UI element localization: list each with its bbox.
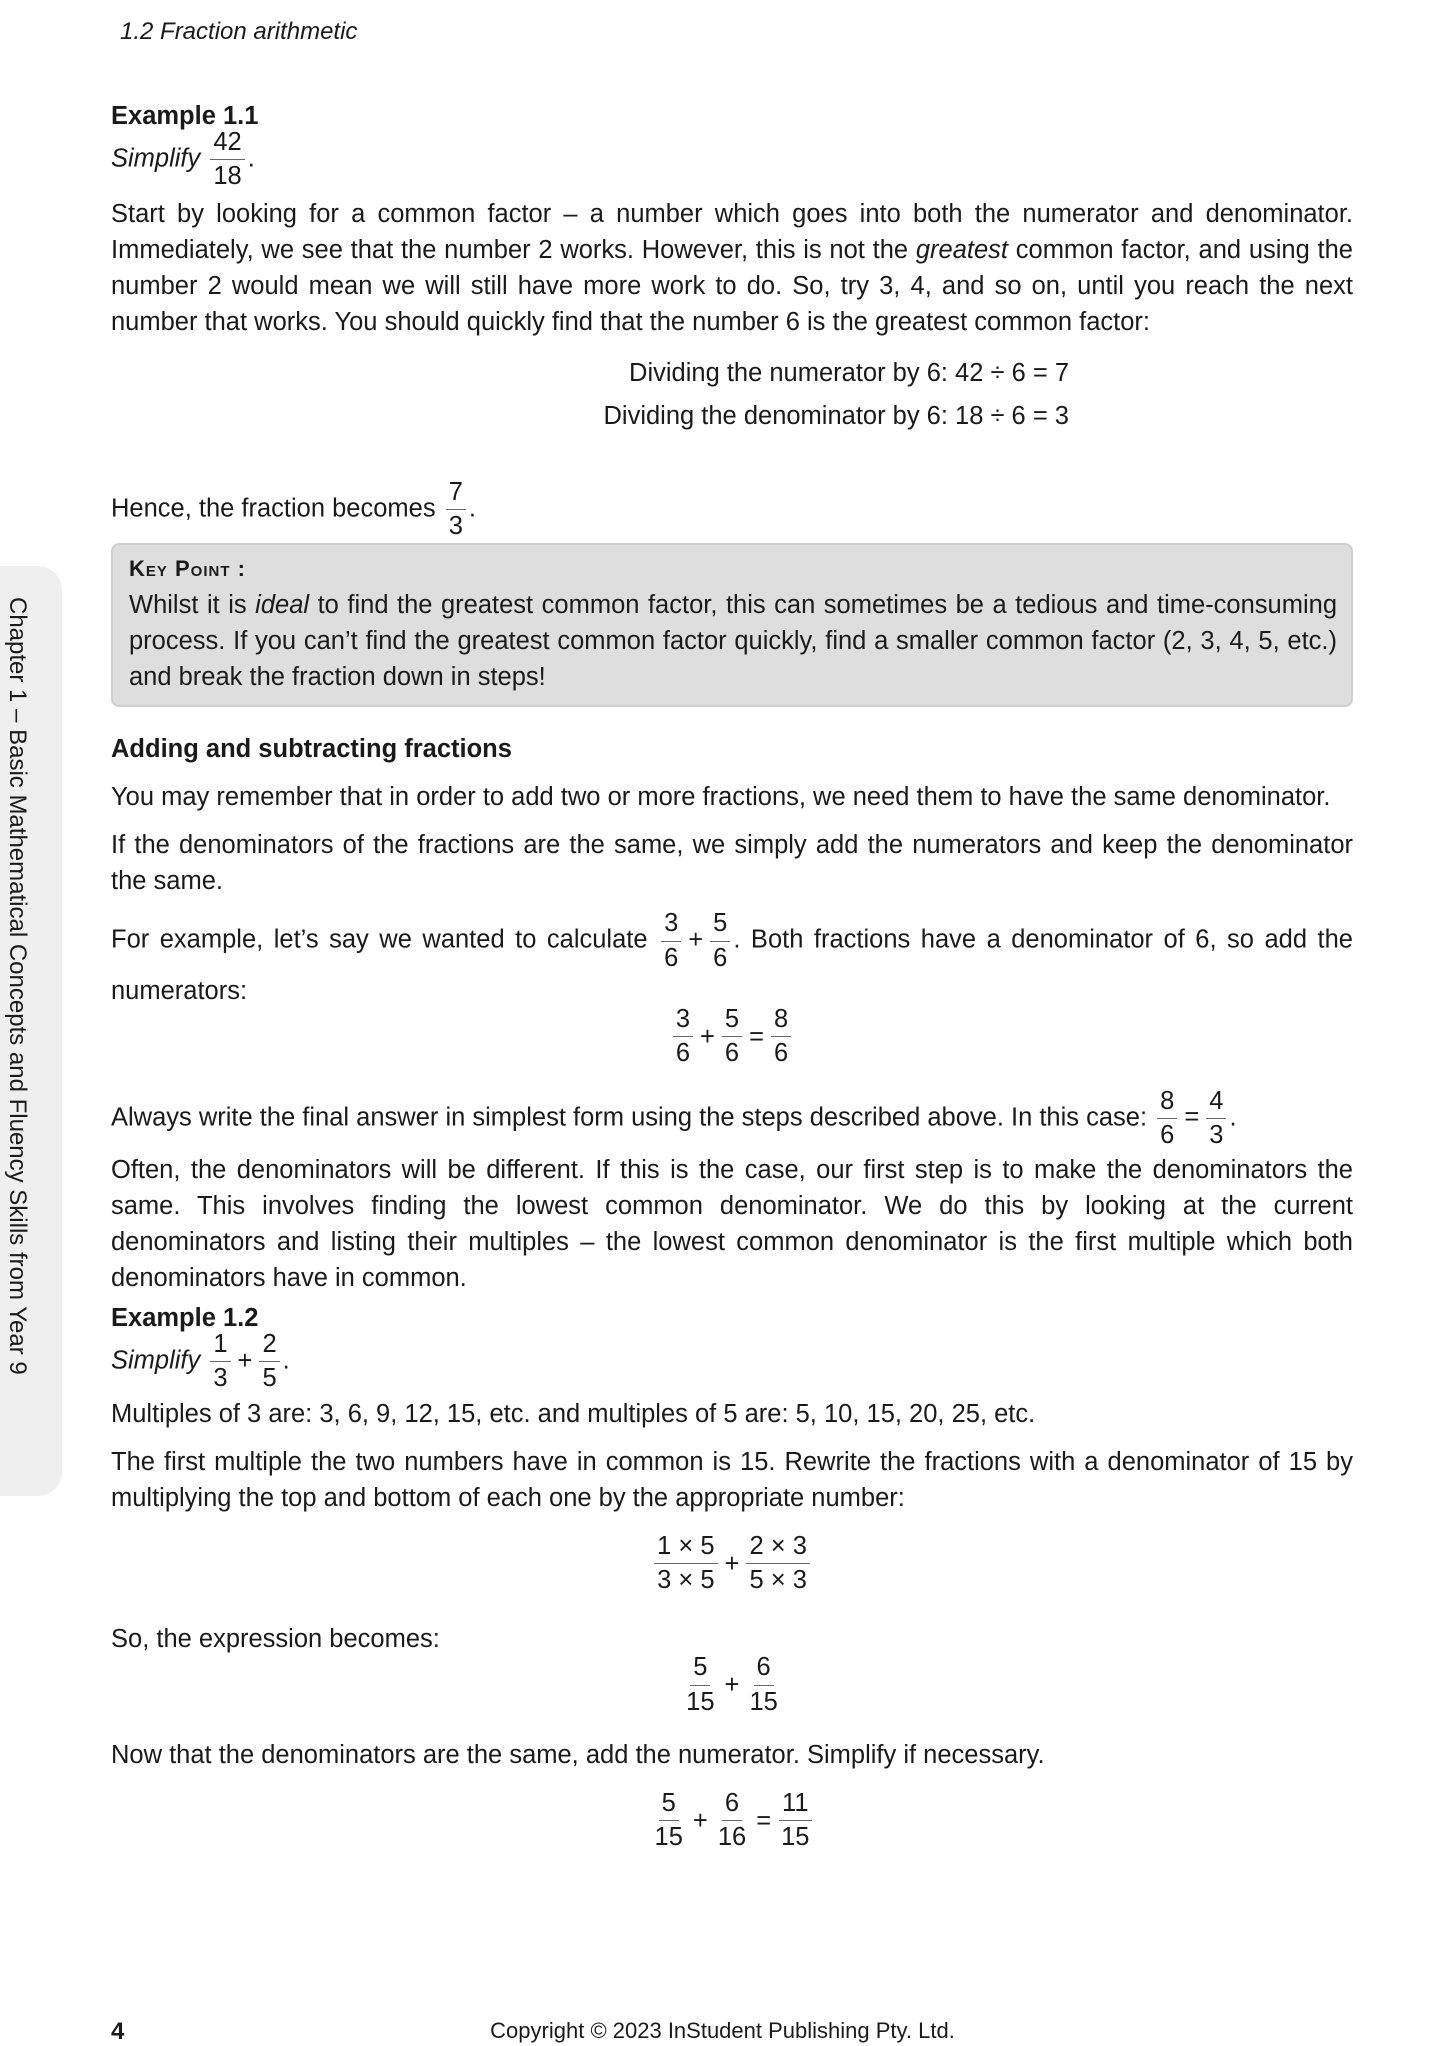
fraction-7-3 [446, 478, 466, 542]
numerator: 6 [722, 1789, 742, 1821]
text: Whilst it is [129, 591, 256, 620]
fraction [1157, 1087, 1177, 1151]
numerator-step: Dividing the numerator by 6: 42 ÷ 6 = 7 [629, 358, 1069, 387]
numerator: 5 [710, 909, 730, 941]
multiples-line: Multiples of 3 are: 3, 6, 9, 12, 15, etc. and multiples of 5 are: 5, 10, 15, 20, 25, etc. [111, 1399, 1036, 1428]
numerator: 1 × 5 [654, 1532, 717, 1564]
expression [111, 1653, 1353, 1717]
numerator: 7 [446, 478, 466, 510]
fraction [654, 1532, 717, 1596]
plus-sign: + [724, 1671, 740, 1700]
text: Hence, the fraction becomes [111, 494, 436, 523]
key-point-title: Key Point : [129, 556, 246, 582]
denominator: 15 [749, 1687, 778, 1716]
example-1-2-prompt [111, 1330, 1353, 1394]
equals-sign: = [1184, 1103, 1200, 1132]
paragraph: So, the expression becomes: [111, 1625, 440, 1654]
paragraph: If the denominators of the fractions are the same, we simply add the numerators and keep the denominator the same. [111, 831, 1353, 896]
paragraph: You may remember that in order to add two or more fractions, we need them to have the same denominator. [111, 783, 1331, 812]
numerator: 2 × 3 [746, 1532, 809, 1564]
text: Start by looking for a common factor – a number which goes into both the numerator and denominator. Immediately, we see that the number 2 works. However, this is not the [111, 199, 1353, 264]
example-1-1-prompt [111, 128, 1353, 192]
numerator: 3 [661, 909, 681, 941]
simplest-form-paragraph [111, 1087, 1353, 1151]
denominator: 6 [713, 943, 728, 972]
paragraph: Now that the denominators are the same, add the numerator. Simplify if necessary. [111, 1741, 1045, 1769]
denominator: 3 [1209, 1120, 1224, 1149]
page-body [111, 98, 1353, 1853]
copyright-notice: Copyright © 2023 InStudent Publishing Pty. Ltd. [490, 2018, 955, 2043]
fraction [778, 1789, 812, 1853]
chapter-sidebar-label: Chapter 1 – Basic Mathematical Concepts and Fluency Skills from Year 9 [4, 597, 31, 1375]
text: common factor, and using the number 2 would mean we will still have more work to do. So, try 3, 4, and so on, until you reach the next number that works. You should quickly find that the number 6 is the greatest common factor: [111, 235, 1353, 336]
plus-sign: + [688, 925, 704, 954]
fraction-42-18 [210, 128, 244, 192]
denominator: 6 [1160, 1120, 1175, 1149]
denominator: 3 [213, 1364, 228, 1393]
fraction [715, 1789, 749, 1853]
numerator: 4 [1206, 1087, 1226, 1119]
paragraph: The first multiple the two numbers have in common is 15. Rewrite the fractions with a denominator of 15 by multiplying the top and bottom of each one by the appropriate number: [111, 1447, 1353, 1512]
numerator: 11 [779, 1789, 811, 1821]
denominator: 15 [686, 1687, 715, 1716]
example-1-1-explanation [111, 196, 1353, 340]
numerator: 8 [771, 1005, 791, 1037]
period: . [247, 144, 255, 173]
numerator: 5 [722, 1005, 742, 1037]
key-point-box [111, 543, 1353, 707]
emphasis: greatest [915, 235, 1008, 264]
denominator: 6 [664, 943, 679, 972]
fraction [771, 1005, 791, 1069]
text: . Both fractions have a denominator of 6, so add the numerators: [111, 925, 1353, 1005]
numerator: 8 [1157, 1087, 1177, 1119]
denominator: 6 [675, 1039, 690, 1068]
simplify-label: Simplify [111, 1346, 201, 1375]
denominator: 3 [448, 511, 463, 540]
equals-sign: = [749, 1022, 764, 1051]
text: to find the greatest common factor, this can sometimes be a tedious and time-consuming process. If you can’t find the greatest common factor quickly, find a smaller common factor (2, 3, 4, 5, etc.) and break the fraction down in steps! [129, 591, 1337, 692]
paragraph: Often, the denominators will be different. If this is the case, our first step is to make the denominators the same. This involves finding the lowest common denominator. We do this by looking at the current denominators and listing their multiples – the lowest common denominator is the first multiple which both denominators have in common. [111, 1156, 1353, 1293]
page-number: 4 [111, 2018, 125, 2045]
running-header: 1.2 Fraction arithmetic [120, 18, 358, 45]
fraction [652, 1789, 686, 1853]
equals-sign: = [756, 1806, 772, 1835]
text: Always write the final answer in simplest form using the steps described above. In this case: [111, 1103, 1148, 1132]
sum-equation [111, 1005, 1353, 1069]
fraction [259, 1330, 279, 1394]
example-paragraph [111, 909, 1353, 1009]
numerator: 2 [259, 1330, 279, 1362]
rewrite-equation [111, 1532, 1353, 1596]
numerator: 5 [690, 1653, 710, 1685]
fraction [1206, 1087, 1226, 1151]
fraction [710, 909, 730, 973]
plus-sign: + [724, 1549, 740, 1578]
numerator: 42 [210, 128, 244, 160]
numerator: 1 [210, 1330, 230, 1362]
denominator: 18 [213, 162, 242, 191]
fraction [746, 1653, 780, 1717]
denominator: 6 [724, 1039, 740, 1068]
emphasis: ideal [255, 591, 310, 620]
fraction [683, 1653, 717, 1717]
example-1-1-title: Example 1.1 [111, 102, 259, 130]
numerator: 6 [754, 1653, 774, 1685]
denominator: 6 [774, 1039, 789, 1068]
fraction [746, 1532, 809, 1596]
key-point-text [129, 587, 1337, 695]
text: For example, let’s say we wanted to calculate [111, 925, 648, 954]
section-heading: Adding and subtracting fractions [111, 735, 512, 764]
period: . [1229, 1103, 1237, 1132]
denominator: 3 × 5 [657, 1566, 715, 1595]
final-equation [111, 1789, 1353, 1853]
period: . [468, 494, 476, 523]
denominator: 15 [654, 1823, 683, 1852]
fraction [210, 1330, 230, 1394]
division-steps [111, 352, 1131, 438]
plus-sign: + [237, 1346, 253, 1375]
period: . [282, 1346, 290, 1375]
fraction [673, 1005, 693, 1069]
denominator-step: Dividing the denominator by 6: 18 ÷ 6 = 3 [603, 401, 1069, 430]
numerator: 3 [673, 1005, 693, 1037]
fraction [661, 909, 681, 973]
denominator: 15 [781, 1823, 810, 1852]
numerator: 5 [659, 1789, 679, 1821]
fraction [722, 1005, 742, 1069]
denominator: 5 [262, 1364, 277, 1393]
simplify-label: Simplify [111, 144, 201, 173]
plus-sign: + [692, 1806, 708, 1835]
hence-line [111, 478, 1353, 542]
plus-sign: + [700, 1022, 715, 1051]
example-1-2-title: Example 1.2 [111, 1304, 259, 1333]
denominator: 16 [717, 1823, 747, 1852]
denominator: 5 × 3 [749, 1566, 807, 1595]
